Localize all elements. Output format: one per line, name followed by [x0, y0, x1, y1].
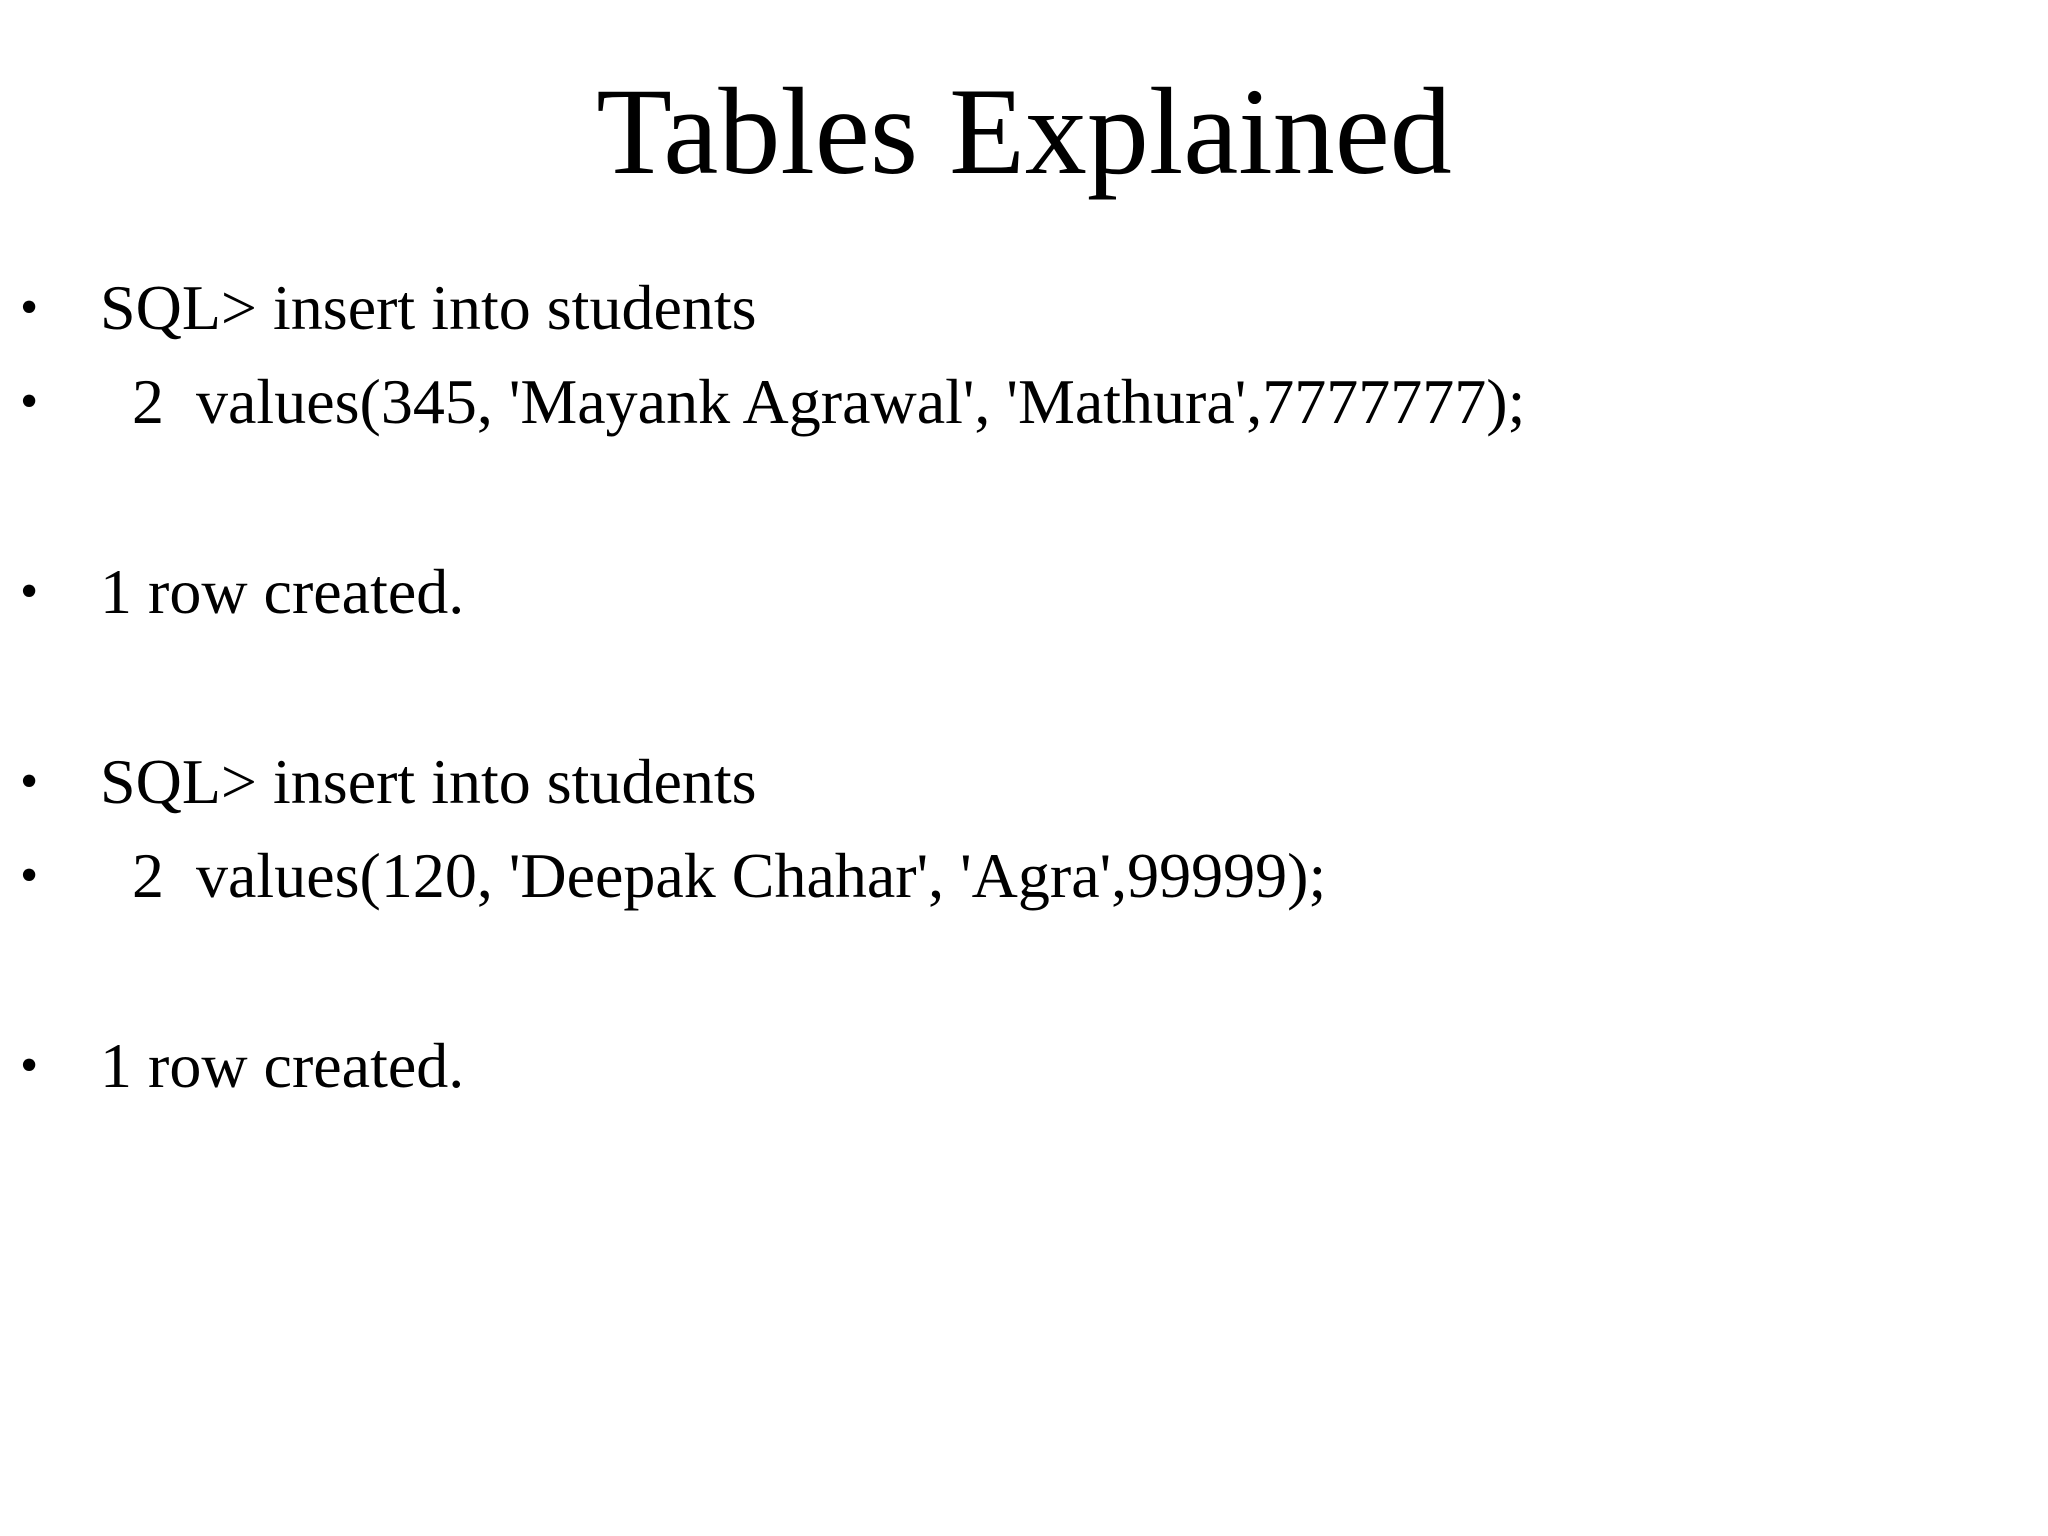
bullet-marker: • [20, 753, 39, 810]
bullet-marker: • [20, 279, 39, 336]
slide-title: Tables Explained [596, 63, 1452, 200]
bullet-text: SQL> insert into students [100, 272, 757, 343]
bullet-item [0, 552, 2048, 632]
bullet-text: SQL> insert into students [100, 746, 757, 817]
bullet-item [0, 362, 2048, 442]
bullet-text: 1 row created. [100, 1030, 465, 1101]
bullet-marker: • [20, 847, 39, 904]
bullet-text: 1 row created. [100, 556, 465, 627]
bullet-marker: • [20, 373, 39, 430]
bullet-text: 2 values(120, 'Deepak Chahar', 'Agra',99999); [100, 840, 1327, 911]
bullet-item [0, 1026, 2048, 1106]
bullet-marker: • [20, 1037, 39, 1094]
bullet-text: 2 values(345, 'Mayank Agrawal', 'Mathura',7777777); [100, 366, 1526, 437]
bullet-item [0, 268, 2048, 348]
bullet-marker: • [20, 563, 39, 620]
bullet-item [0, 742, 2048, 822]
bullet-item [0, 836, 2048, 916]
